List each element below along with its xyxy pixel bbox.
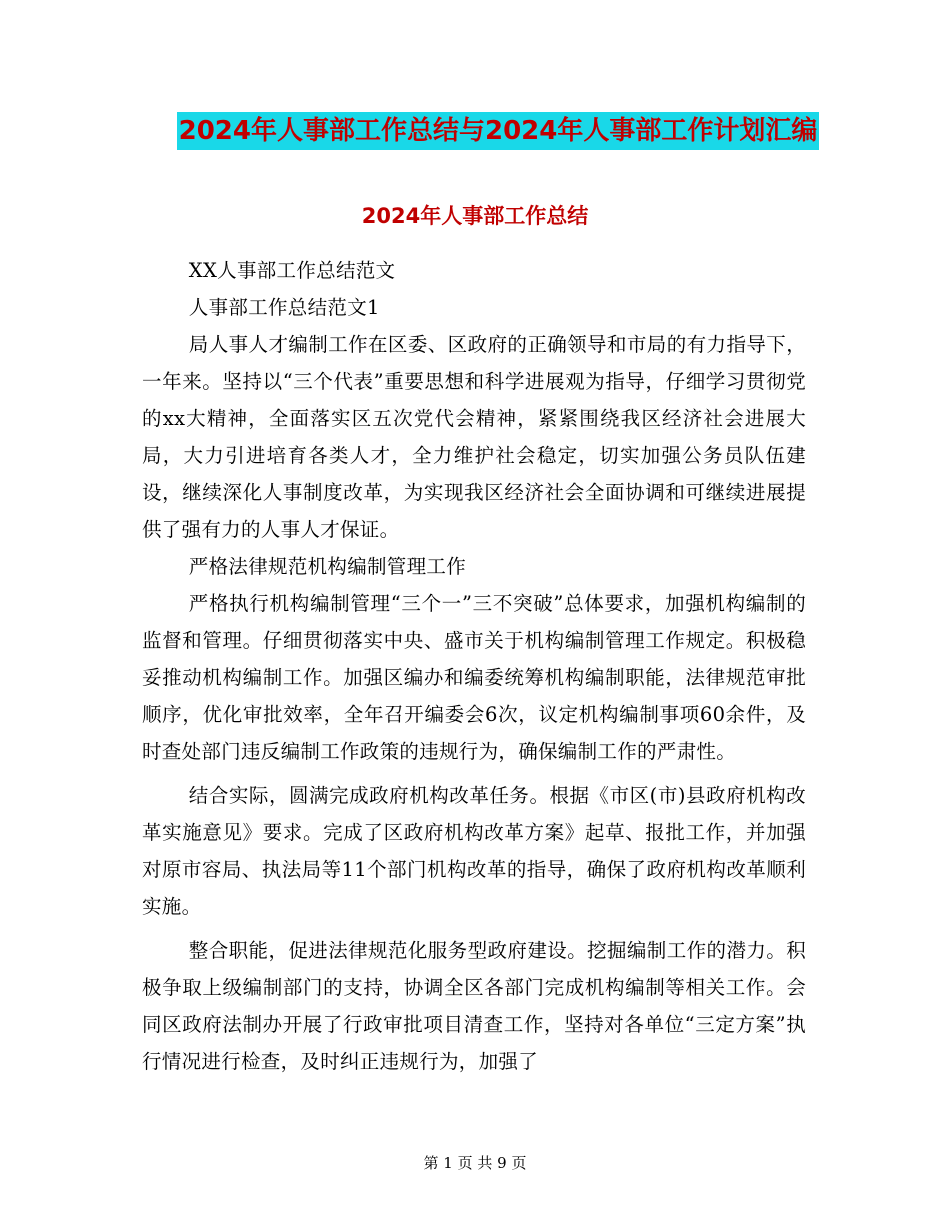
paragraph: 结合实际，圆满完成政府机构改革任务。根据《市区(市)县政府机构改革实施意见》要求。完成了区政府机构改革方案》起草、报批工作，并加强对原市容局、执法局等11个部门机构改革的指导，确保了政府机构改革顺利实施。 bbox=[142, 784, 806, 918]
paragraph: XX人事部工作总结范文 bbox=[188, 259, 396, 282]
paragraph: 严格法律规范机构编制管理工作 bbox=[188, 555, 466, 578]
section-title: 2024年人事部工作总结 bbox=[361, 204, 589, 228]
paragraph: 严格执行机构编制管理“三个一”三不突破”总体要求，加强机构编制的监督和管理。仔细贯彻落实中央、盛市关于机构编制管理工作规定。积极稳妥推动机构编制工作。加强区编办和编委统筹机构编制职能，法律规范审批顺序，优化审批效率，全年召开编委会6次，议定机构编制事项60余件，及时查处部门违反编制工作政策的违规行为，确保编制工作的严肃性。 bbox=[142, 592, 806, 763]
document-title: 2024年人事部工作总结与2024年人事部工作计划汇编 bbox=[177, 112, 820, 150]
paragraph: 局人事人才编制工作在区委、区政府的正确领导和市局的有力指导下，一年来。坚持以“三个代表”重要思想和科学进展观为指导，仔细学习贯彻党的xx大精神，全面落实区五次党代会精神，紧紧围绕我区经济社会进展大局，大力引进培育各类人才，全力维护社会稳定，切实加强公务员队伍建设，继续深化人事制度改革，为实现我区经济社会全面协调和可继续进展提供了强有力的人事人才保证。 bbox=[142, 333, 806, 541]
page-number: 第 1 页 共 9 页 bbox=[423, 1154, 527, 1172]
document-body bbox=[142, 222, 806, 1080]
title-container bbox=[0, 112, 950, 150]
paragraph: 人事部工作总结范文1 bbox=[188, 296, 380, 319]
paragraph: 整合职能，促进法律规范化服务型政府建设。挖掘编制工作的潜力。积极争取上级编制部门的支持，协调全区各部门完成机构编制等相关工作。会同区政府法制办开展了行政审批项目清查工作，坚持对各单位“三定方案”执行情况进行检查，及时纠正违规行为，加强了 bbox=[142, 939, 806, 1073]
